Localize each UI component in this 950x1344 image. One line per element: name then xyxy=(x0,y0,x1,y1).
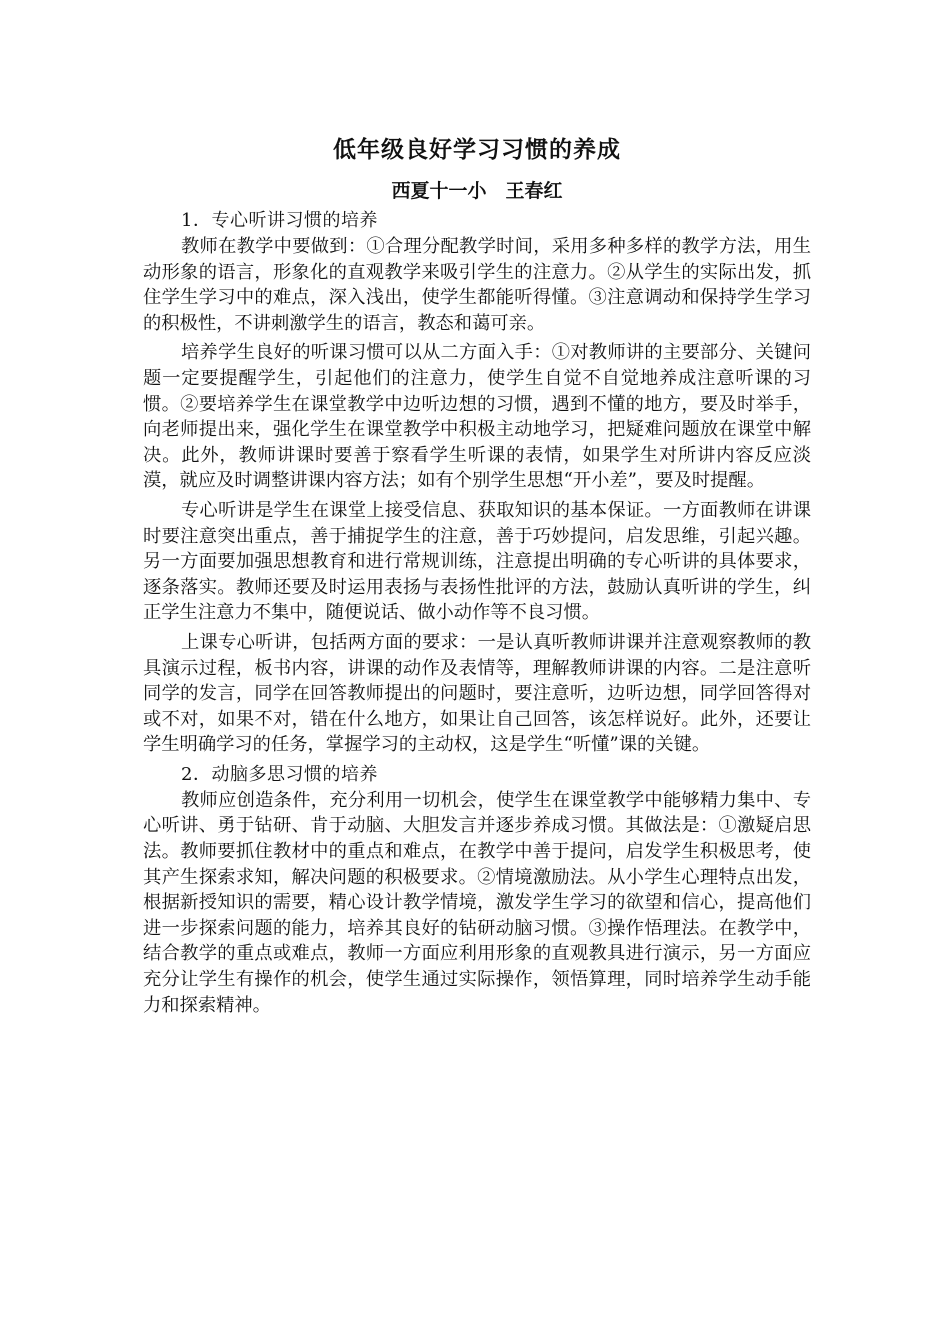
section-listening xyxy=(143,208,811,758)
section-heading: 1．专心听讲习惯的培养 xyxy=(181,210,378,231)
document-body xyxy=(143,130,811,1022)
section-thinking xyxy=(143,762,811,1018)
paragraph: 教师应创造条件，充分利用一切机会，使学生在课堂教学中能够精力集中、专心听讲、勇于钻研、肯于动脑、大胆发言并逐步养成习惯。其做法是：①激疑启思法。教师要抓住教材中的重点和难点，在教学中善于提问，启发学生积极思考，使其产生探索求知，解决问题的积极要求。②情境激励法。从小学生心理特点出发，根据新授知识的需要，精心设计教学情境，激发学生学习的欲望和信心，提高他们进一步探索问题的能力，培养其良好的钻研动脑习惯。③操作悟理法。在教学中，结合教学的重点或难点，教师一方面应利用形象的直观教具进行演示，另一方面应充分让学生有操作的机会，使学生通过实际操作，领悟算理，同时培养学生动手能力和探索精神。 xyxy=(143,789,811,1016)
author-line: 西夏十一小 王春红 xyxy=(391,180,563,202)
document-title: 低年级良好学习习惯的养成 xyxy=(333,137,621,163)
paragraph: 上课专心听讲，包括两方面的要求：一是认真听教师讲课并注意观察教师的教具演示过程，板书内容，讲课的动作及表情等，理解教师讲课的内容。二是注意听同学的发言，同学在回答教师提出的问题时，要注意听，边听边想，同学回答得对或不对，如果不对，错在什么地方，如果让自己回答，该怎样说好。此外，还要让学生明确学习的任务，掌握学习的主动权，这是学生“听懂”课的关键。 xyxy=(143,631,811,756)
section-heading: 2．动脑多思习惯的培养 xyxy=(181,763,378,785)
paragraph: 专心听讲是学生在课堂上接受信息、获取知识的基本保证。一方面教师在讲课时要注意突出重点，善于捕捉学生的注意，善于巧妙提问，启发思维，引起兴趣。另一方面要加强思想教育和进行常规训练，注意提出明确的专心听讲的具体要求，逐条落实。教师还要及时运用表扬与表扬性批评的方法，鼓励认真听讲的学生，纠正学生注意力不集中，随便说话、做小动作等不良习惯。 xyxy=(143,499,811,624)
paragraph: 教师在教学中要做到：①合理分配教学时间，采用多种多样的教学方法，用生动形象的语言，形象化的直观教学来吸引学生的注意力。②从学生的实际出发，抓住学生学习中的难点，深入浅出，使学生都能听得懂。③注意调动和保持学生学习的积极性，不讲刺激学生的语言，教态和蔼可亲。 xyxy=(143,236,811,334)
paragraph: 培养学生良好的听课习惯可以从二方面入手：①对教师讲的主要部分、关键问题一定要提醒学生，引起他们的注意力，使学生自觉不自觉地养成注意听课的习惯。②要培养学生在课堂教学中边听边想的习惯，遇到不懂的地方，要及时举手，向老师提出来，强化学生在课堂教学中积极主动地学习，把疑难问题放在课堂中解决。此外，教师讲课时要善于察看学生听课的表情，如果学生对所讲内容反应淡漠，就应及时调整讲课内容方法；如有个别学生思想“开小差”，要及时提醒。 xyxy=(143,342,811,492)
